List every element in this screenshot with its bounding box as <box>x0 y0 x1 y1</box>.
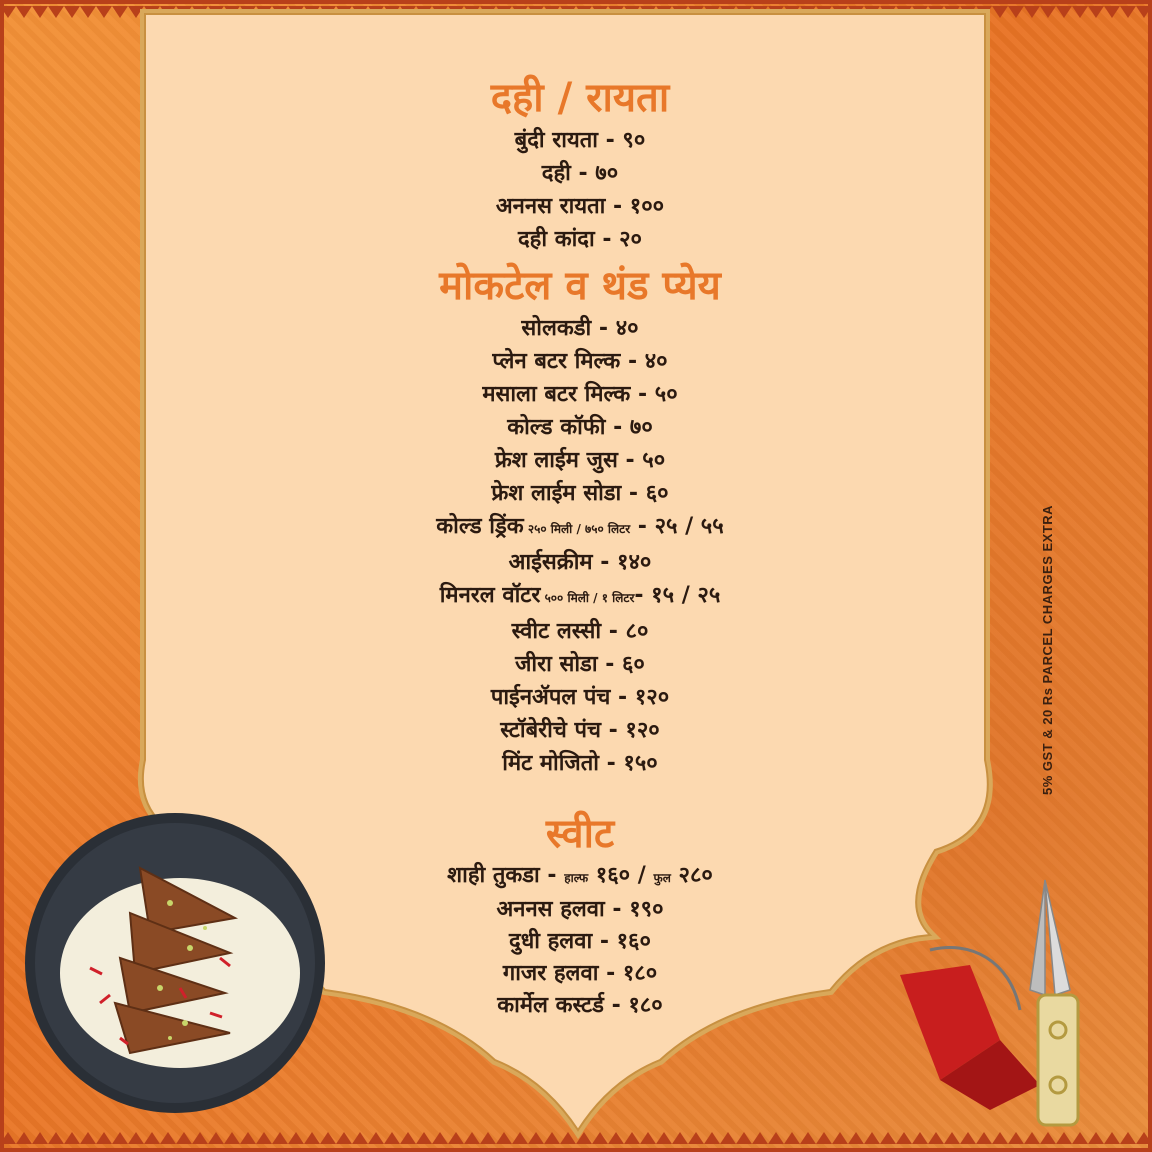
menu-item: अननस हलवा - १९० <box>496 897 664 922</box>
menu-item: स्टॉबेरीचे पंच - १२० <box>500 718 660 743</box>
item-size-note: २५० मिली / ७५० लिटर <box>523 522 631 536</box>
section-title: मोकटेल व थंड प्येय <box>439 263 721 309</box>
menu-item: जीरा सोडा - ६० <box>515 652 645 677</box>
menu-item: सोलकडी - ४० <box>521 316 639 341</box>
section-mocktails <box>330 260 830 780</box>
section-title: दही / रायता <box>490 75 670 121</box>
nutcracker-decor-image <box>880 870 1140 1140</box>
menu-item: मिंट मोजितो - १५० <box>502 751 658 776</box>
parcel-charges-note: 5% GST & 20 Rs PARCEL CHARGES EXTRA <box>1040 504 1055 795</box>
item-size-note: ५०० मिली / १ लिटर <box>540 591 635 605</box>
menu-item: दुधी हलवा - १६० <box>509 929 651 954</box>
menu-item: गाजर हलवा - १८० <box>502 961 658 986</box>
menu-item: आईसक्रीम - १४० <box>508 550 652 575</box>
shahi-tukda-plate-image <box>20 808 330 1118</box>
menu-item: कोल्ड कॉफी - ७० <box>507 415 653 440</box>
section-dahi-raita <box>330 72 830 256</box>
menu-item: कोल्ड ड्रिंक २५० मिली / ७५० लिटर - २५ / ५५ <box>436 514 724 539</box>
menu-item: पाईनॲपल पंच - १२० <box>490 685 670 710</box>
menu-item: फ्रेश लाईम जुस - ५० <box>494 448 666 473</box>
section-title: स्वीट <box>545 811 615 857</box>
menu-item: दही कांदा - २० <box>517 227 643 252</box>
menu-item: दही - ७० <box>541 161 619 186</box>
menu-item: प्लेन बटर मिल्क - ४० <box>492 349 668 374</box>
menu-item: मिनरल वॉटर ५०० मिली / १ लिटर- १५ / २५ <box>439 583 721 608</box>
menu-item: कार्मेल कस्टर्ड - १८० <box>497 993 663 1018</box>
menu-item: बुंदी रायता - ९० <box>514 128 646 153</box>
item-size-note: हाल्फ <box>564 871 589 885</box>
menu-content <box>330 72 830 1022</box>
menu-item: मसाला बटर मिल्क - ५० <box>482 382 678 407</box>
item-size-note: फुल <box>653 871 671 885</box>
menu-item: शाही तुकडा - हाल्फ १६० / फुल २८० <box>447 863 713 888</box>
menu-item: फ्रेश लाईम सोडा - ६० <box>491 481 669 506</box>
section-sweets <box>330 808 830 1022</box>
menu-item: अननस रायता - १०० <box>495 194 665 219</box>
menu-item: स्वीट लस्सी - ८० <box>511 619 649 644</box>
